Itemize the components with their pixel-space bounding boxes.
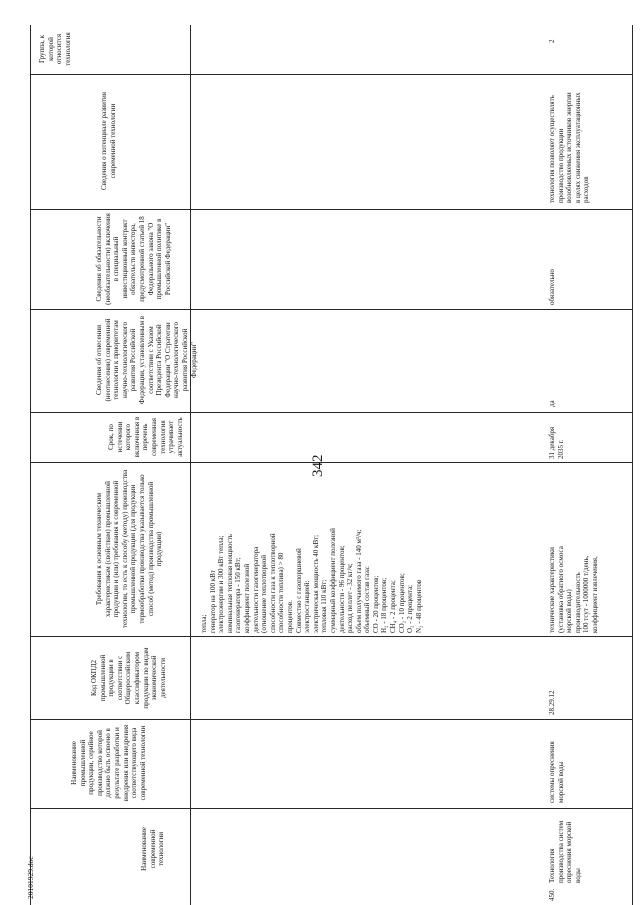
row-number: 450. (548, 888, 556, 901)
continued-requirements: тепла; генератор на 100 кВт электроэнергии и 300 кВт тепла; номинальная тепловая мощность газогенератора - 150 кВт; коэффициент полезной деятельности газогенератора (отношение теплотворной способности газа к теплотворной способности топлива) > 80 процентов. Совместно с газопоршневой электростанцией: электрическая мощность 40 кВт; тепловая 110 кВт; суммарный коэффициент полезной деятельности - 96 процентов; расход пеллет - 32 кг/ч; объем получаемого газа - 140 м³/ч; объемный состав газа: CO - 20 процентов; H₂ - 18 процентов; CH₄ - 2 процента; CO₂ - 10 процентов; O₂ - 2 процента; N₂ - 48 процентов (200, 528, 423, 633)
header-potential: Сведения о потенциале развития современной технологии (100, 92, 117, 190)
row-priority-flag: да (548, 400, 556, 407)
column-separator (30, 636, 632, 637)
column-separator (30, 309, 632, 310)
row-deadline: 31 декабря 2035 г. (548, 426, 565, 459)
row-contract-obligation: обязательно (548, 269, 556, 305)
row-okpd2-code: 28.29.12 (548, 690, 556, 715)
column-separator (30, 462, 632, 463)
header-group: Группа, к которой относится технология (38, 32, 72, 66)
header-product-name: Наименование промышленной продукции, серийное производство которой должно быть освоено в результате разработки и внедрения или внедрения соответствующего вида современной технологии (70, 724, 147, 802)
header-contract-obligation: Сведения об обязательности (необязательности) включения в специальный инвестиционный контракт обязательств инвестора, предусмотренной статьей 18 Федерального закона "О промышленной политике в Российской Федерации" (95, 213, 172, 305)
column-separator (30, 808, 632, 809)
header-technology-name: Наименование современной технологии (140, 827, 166, 871)
document-file-reference: 20101929.doc (26, 856, 35, 899)
row-technology-name: Технология производства систем опреснения морской воды (548, 820, 582, 883)
header-okpd2-code: Код ОКПД2 промышленной продукции в соответствии с Общероссийским классификатором продукции по видам экономической деятельности (90, 647, 167, 709)
table-top-border (30, 25, 31, 905)
row-group: 2 (548, 39, 556, 43)
header-deadline: Срок, по истечении которого включенная в перечень современная технология утрачивает актуальность (107, 416, 184, 458)
column-separator (30, 74, 632, 75)
page-number: 342 (310, 454, 326, 477)
column-separator (30, 719, 632, 720)
header-priorities: Сведения об отнесении (неотнесении) современной технологии к приоритетам научно-технологического развития Российской Федерации, установленным в соответствии с Указом Президента Российской Федерации "О Стратегии научно-технологического развития Российской Федерации" (95, 315, 198, 405)
header-requirements: Требования к основным техническим характеристикам (свойствам) промышленной продукции и (или) требования к современной технологии, то есть к способу (методу) производства промышленной продукции (для продукции термообработки производства указывается только способ (метод) производства промышленной продукции) (95, 469, 164, 629)
column-separator (30, 209, 632, 210)
row-potential: технология позволяет осуществлять производство продукции возобновляемых источников энергии в целях снижения эксплуатационных расходов (548, 92, 591, 203)
column-separator (30, 412, 632, 413)
row-product-name: системы опреснения морской воды (548, 741, 565, 803)
row-requirements: технические характеристики (установка обратного осмоса морской воды) производительность 100 тсут - 1000000 т/день, коэффициент извлечения, (548, 546, 599, 633)
header-divider (190, 25, 191, 905)
table-bottom-border (632, 25, 633, 905)
